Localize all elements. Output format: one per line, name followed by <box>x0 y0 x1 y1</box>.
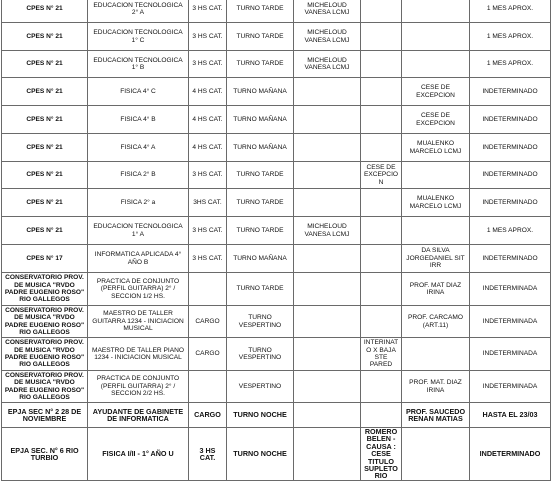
replacement-cell: PROF. SAUCEDO RENAN MATIAS <box>402 403 470 428</box>
duration-cell: INDETERMINADO <box>470 106 551 134</box>
hours-cell: CARGO <box>189 306 227 338</box>
shift-cell: TURNO VESPERTINO <box>227 338 294 371</box>
shift-cell: TURNO VESPERTINO <box>227 306 294 338</box>
shift-cell: TURNO TARDE <box>227 23 294 51</box>
duration-cell: INDETERMINADO <box>470 134 551 162</box>
hours-cell: 3 HS CAT. <box>189 23 227 51</box>
hours-cell: 3 HS CAT. <box>189 245 227 273</box>
teacher-cell <box>294 78 361 106</box>
reason-cell <box>361 217 402 245</box>
duration-cell: HASTA EL 23/03 <box>470 403 551 428</box>
table-row <box>2 78 551 106</box>
duration-cell: INDETERMINADO <box>470 189 551 217</box>
table-row <box>2 217 551 245</box>
school-cell: CONSERVATORIO PROV. DE MUSICA "RVDO PADRE EUGENIO ROSO" RIO GALLEGOS <box>2 273 88 306</box>
teacher-cell <box>294 273 361 306</box>
subject-cell: EDUCACION TECNOLOGICA 1° C <box>88 23 189 51</box>
subject-cell: EDUCACION TECNOLOGICA 2° A <box>88 0 189 23</box>
shift-cell: TURNO MAÑANA <box>227 134 294 162</box>
table-row <box>2 162 551 189</box>
vacancies-table <box>1 0 551 481</box>
shift-cell: TURNO MAÑANA <box>227 78 294 106</box>
duration-cell: 1 MES APROX. <box>470 23 551 51</box>
reason-cell <box>361 23 402 51</box>
replacement-cell: PROF. CARCAMO (ART.11) <box>402 306 470 338</box>
hours-cell <box>189 371 227 403</box>
subject-cell: FISICA 4° C <box>88 78 189 106</box>
replacement-cell <box>402 217 470 245</box>
teacher-cell <box>294 162 361 189</box>
reason-cell <box>361 189 402 217</box>
shift-cell: TURNO NOCHE <box>227 403 294 428</box>
teacher-cell <box>294 245 361 273</box>
school-cell: CONSERVATORIO PROV. DE MUSICA "RVDO PADRE EUGENIO ROSO" RIO GALLEGOS <box>2 306 88 338</box>
table-row <box>2 273 551 306</box>
school-cell: CONSERVATORIO PROV. DE MUSICA "RVDO PADRE EUGENIO ROSO" RIO GALLEGOS <box>2 338 88 371</box>
teacher-cell: MICHELOUD VANESA LCMJ <box>294 23 361 51</box>
hours-cell: 3HS CAT. <box>189 189 227 217</box>
replacement-cell: CESE DE EXCEPCION <box>402 106 470 134</box>
subject-cell: EDUCACION TECNOLOGICA 1° B <box>88 51 189 78</box>
teacher-cell <box>294 189 361 217</box>
duration-cell: INDETERMINADA <box>470 371 551 403</box>
shift-cell: TURNO MAÑANA <box>227 106 294 134</box>
teacher-cell <box>294 134 361 162</box>
school-cell: CPES N° 21 <box>2 51 88 78</box>
subject-cell: FISICA I/II - 1° AÑO U <box>88 428 189 481</box>
shift-cell: TURNO TARDE <box>227 217 294 245</box>
reason-cell <box>361 306 402 338</box>
hours-cell: 4 HS CAT. <box>189 78 227 106</box>
duration-cell: 1 MES APROX. <box>470 217 551 245</box>
school-cell: CPES N° 21 <box>2 217 88 245</box>
school-cell: EPJA SEC N° 2 28 DE NOVIEMBRE <box>2 403 88 428</box>
replacement-cell: CESE DE EXCEPCION <box>402 78 470 106</box>
teacher-cell <box>294 403 361 428</box>
hours-cell: CARGO <box>189 403 227 428</box>
hours-cell: 3 HS CAT. <box>189 428 227 481</box>
subject-cell: AYUDANTE DE GABINETE DE INFORMATICA <box>88 403 189 428</box>
shift-cell: TURNO TARDE <box>227 189 294 217</box>
table-row <box>2 371 551 403</box>
subject-cell: INFORMATICA APLICADA 4° AÑO B <box>88 245 189 273</box>
duration-cell: INDETERMINADA <box>470 338 551 371</box>
school-cell: CPES N° 21 <box>2 0 88 23</box>
table-row <box>2 306 551 338</box>
school-cell: CONSERVATORIO PROV. DE MUSICA "RVDO PADRE EUGENIO ROSO" RIO GALLEGOS <box>2 371 88 403</box>
subject-cell: PRACTICA DE CONJUNTO (PERFIL GUITARRA) 2° / SECCION 1/2 HS. <box>88 273 189 306</box>
hours-cell: 4 HS CAT. <box>189 134 227 162</box>
school-cell: CPES N° 21 <box>2 134 88 162</box>
table-row <box>2 428 551 481</box>
table-row <box>2 189 551 217</box>
reason-cell <box>361 106 402 134</box>
reason-cell <box>361 403 402 428</box>
teacher-cell: MICHELOUD VANESA LCMJ <box>294 0 361 23</box>
reason-cell <box>361 51 402 78</box>
shift-cell: TURNO TARDE <box>227 51 294 78</box>
shift-cell: TURNO MAÑANA <box>227 245 294 273</box>
reason-cell <box>361 371 402 403</box>
replacement-cell <box>402 51 470 78</box>
table-body <box>2 0 551 480</box>
duration-cell: INDETERMINADO <box>470 428 551 481</box>
replacement-cell <box>402 428 470 481</box>
shift-cell: TURNO TARDE <box>227 273 294 306</box>
table-row <box>2 338 551 371</box>
table-row <box>2 403 551 428</box>
hours-cell <box>189 273 227 306</box>
table-row <box>2 0 551 23</box>
reason-cell: INTERINATO X BAJA STE PARED <box>361 338 402 371</box>
duration-cell: INDETERMINADO <box>470 78 551 106</box>
reason-cell <box>361 134 402 162</box>
table-row <box>2 106 551 134</box>
teacher-cell <box>294 306 361 338</box>
reason-cell: CESE DE EXCEPCION <box>361 162 402 189</box>
replacement-cell: PROF. MAT. DIAZ IRINA <box>402 371 470 403</box>
table-row <box>2 134 551 162</box>
teacher-cell <box>294 106 361 134</box>
hours-cell: 3 HS CAT. <box>189 162 227 189</box>
hours-cell: 4 HS CAT. <box>189 106 227 134</box>
duration-cell: INDETERMINADA <box>470 306 551 338</box>
subject-cell: PRACTICA DE CONJUNTO (PERFIL GUITARRA) 2° / SECCION 2/2 HS. <box>88 371 189 403</box>
school-cell: CPES N° 21 <box>2 23 88 51</box>
school-cell: CPES N° 21 <box>2 78 88 106</box>
table-row <box>2 23 551 51</box>
school-cell: CPES N° 21 <box>2 106 88 134</box>
reason-cell <box>361 245 402 273</box>
table-row <box>2 245 551 273</box>
reason-cell <box>361 78 402 106</box>
shift-cell: TURNO TARDE <box>227 0 294 23</box>
subject-cell: FISICA 4° A <box>88 134 189 162</box>
shift-cell: TURNO TARDE <box>227 162 294 189</box>
replacement-cell: MUALENKO MARCELO LCMJ <box>402 134 470 162</box>
teacher-cell <box>294 428 361 481</box>
hours-cell: 3 HS CAT. <box>189 51 227 78</box>
subject-cell: FISICA 2° a <box>88 189 189 217</box>
teacher-cell: MICHELOUD VANESA LCMJ <box>294 217 361 245</box>
duration-cell: 1 MES APROX. <box>470 0 551 23</box>
replacement-cell: DA SILVA JORGEDANIEL SIT IRR <box>402 245 470 273</box>
duration-cell: INDETERMINADO <box>470 245 551 273</box>
subject-cell: EDUCACION TECNOLOGICA 1° A <box>88 217 189 245</box>
shift-cell: VESPERTINO <box>227 371 294 403</box>
reason-cell <box>361 0 402 23</box>
hours-cell: 3 HS CAT. <box>189 217 227 245</box>
reason-cell: ROMERO BELEN - CAUSA : CESE TITULO SUPLETORIO <box>361 428 402 481</box>
subject-cell: MAESTRO DE TALLER GUITARRA 1234 - INICIACION MUSICAL <box>88 306 189 338</box>
subject-cell: MAESTRO DE TALLER PIANO 1234 - INICIACION MUSICAL <box>88 338 189 371</box>
school-cell: EPJA SEC. N° 6 RIO TURBIO <box>2 428 88 481</box>
subject-cell: FISICA 4° B <box>88 106 189 134</box>
table-row <box>2 51 551 78</box>
duration-cell: INDETERMINADO <box>470 162 551 189</box>
replacement-cell <box>402 0 470 23</box>
teacher-cell: MICHELOUD VANESA LCMJ <box>294 51 361 78</box>
teacher-cell <box>294 371 361 403</box>
teacher-cell <box>294 338 361 371</box>
reason-cell <box>361 273 402 306</box>
shift-cell: TURNO NOCHE <box>227 428 294 481</box>
replacement-cell: PROF. MAT DIAZ IRINA <box>402 273 470 306</box>
replacement-cell <box>402 338 470 371</box>
replacement-cell <box>402 23 470 51</box>
replacement-cell <box>402 162 470 189</box>
subject-cell: FISICA 2° B <box>88 162 189 189</box>
school-cell: CPES N° 21 <box>2 189 88 217</box>
hours-cell: 3 HS CAT. <box>189 0 227 23</box>
school-cell: CPES N° 21 <box>2 162 88 189</box>
duration-cell: 1 MES APROX. <box>470 51 551 78</box>
hours-cell: CARGO <box>189 338 227 371</box>
duration-cell: INDETERMINADA <box>470 273 551 306</box>
school-cell: CPES N° 17 <box>2 245 88 273</box>
replacement-cell: MUALENKO MARCELO LCMJ <box>402 189 470 217</box>
